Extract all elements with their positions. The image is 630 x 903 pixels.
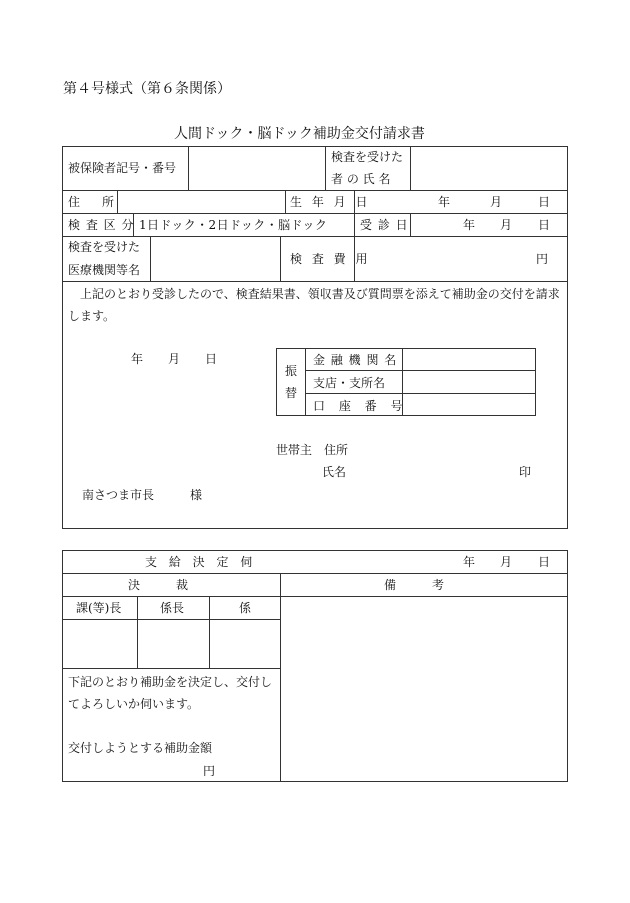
exam-type-label: 検 査 区 分 <box>68 218 135 232</box>
decision-day: 日 <box>538 555 551 569</box>
claim-date-year: 年 <box>131 352 144 366</box>
exam-date-month: 月 <box>500 218 513 232</box>
exam-date-label: 受 診 日 <box>360 218 409 232</box>
institution-field[interactable] <box>152 238 278 279</box>
institution-label-line2: 医療機関等名 <box>68 263 141 277</box>
staff-label: 係 <box>239 601 252 615</box>
account-number-field[interactable] <box>404 395 534 414</box>
decision-note-line-1: 下記のとおり補助金を決定し、交付し <box>68 675 273 689</box>
amount-unit: 円 <box>203 764 216 778</box>
bank-name-field[interactable] <box>404 350 534 368</box>
exam-type-options[interactable]: 1日ドック・2日ドック・脳ドック <box>139 218 328 232</box>
claim-date-day: 日 <box>205 352 218 366</box>
exam-date-day: 日 <box>538 218 551 232</box>
amount-label: 交付しようとする補助金額 <box>68 741 213 755</box>
staff-seal-cell[interactable] <box>211 621 278 666</box>
householder-name-label: 氏名 <box>322 465 347 479</box>
birthdate-label: 生 年 月 日 <box>290 195 371 209</box>
decision-title: 支 給 決 定 伺 <box>145 555 257 569</box>
branch-label: 支店・支所名 <box>313 376 386 390</box>
address-field[interactable] <box>119 192 283 211</box>
form-number: 第４号様式（第６条関係） <box>63 81 231 97</box>
statement-line-1: 上記のとおり受診したので、検査結果書、領収書及び質問票を添えて補助金の交付を請求 <box>80 287 560 301</box>
bank-name-label: 金 融 機 関 名 <box>313 353 398 367</box>
cost-label: 検 査 費 用 <box>290 252 371 266</box>
examinee-label-line1: 検査を受けた <box>331 150 404 164</box>
claim-date-month: 月 <box>168 352 181 366</box>
decision-year: 年 <box>463 555 476 569</box>
householder-address-label: 世帯主 住所 <box>276 443 349 457</box>
birthdate-day: 日 <box>538 195 551 209</box>
examinee-label-line2: 者 の 氏 名 <box>331 172 391 186</box>
householder-name-field[interactable] <box>355 462 505 480</box>
branch-field[interactable] <box>404 372 534 391</box>
section-chief-seal-cell[interactable] <box>139 621 207 666</box>
address-label: 住 所 <box>68 195 120 209</box>
cost-yen: 円 <box>536 252 549 266</box>
chief-label: 課(等)長 <box>76 601 122 615</box>
institution-label-line1: 検査を受けた <box>68 240 141 254</box>
section-chief-label: 係長 <box>160 601 185 615</box>
examinee-name-field[interactable] <box>412 148 566 188</box>
statement-line-2: します。 <box>68 309 116 323</box>
insured-number-label: 被保険者記号・番号 <box>68 161 177 175</box>
decision-month: 月 <box>500 555 513 569</box>
birthdate-year: 年 <box>438 195 451 209</box>
remarks-field[interactable] <box>282 598 566 780</box>
birthdate-month: 月 <box>490 195 503 209</box>
page-title: 人間ドック・脳ドック補助金交付請求書 <box>174 126 425 142</box>
account-label: 口 座 番 号 <box>313 399 408 413</box>
birthdate-field[interactable] <box>356 192 566 211</box>
householder-address-field[interactable] <box>355 440 555 458</box>
transfer-label-2: 替 <box>285 386 298 400</box>
transfer-label-1: 振 <box>285 364 298 378</box>
seal-mark: 印 <box>519 465 532 479</box>
honorific: 様 <box>190 488 203 502</box>
decision-note-line-2: てよろしいか伺います。 <box>68 697 200 711</box>
insured-number-field[interactable] <box>190 148 323 188</box>
approval-label: 決 裁 <box>128 578 189 592</box>
chief-seal-cell[interactable] <box>64 621 135 666</box>
remarks-label: 備 考 <box>384 578 445 592</box>
exam-date-year: 年 <box>463 218 476 232</box>
cost-field[interactable] <box>356 238 566 279</box>
mayor-label: 南さつま市長 <box>82 488 155 502</box>
